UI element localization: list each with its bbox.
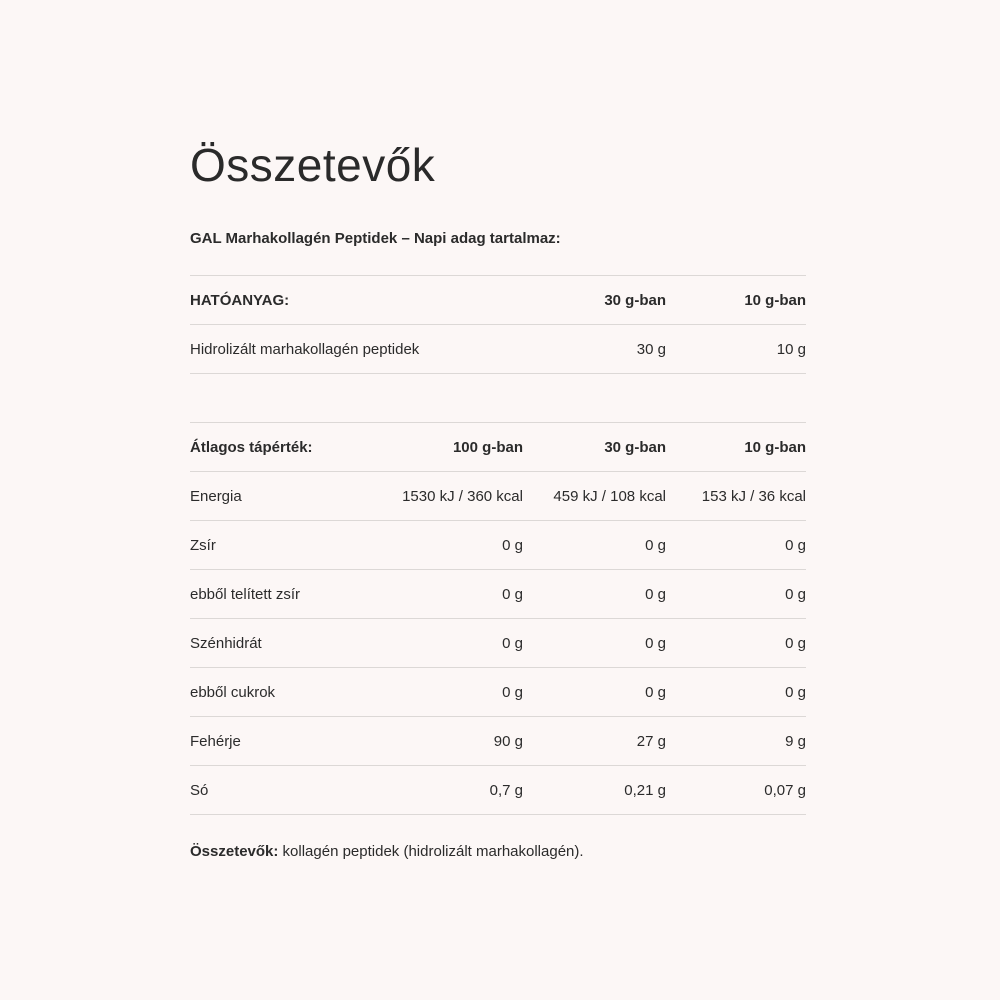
active-ingredient-table — [190, 275, 806, 374]
footnote-text: kollagén peptidek (hidrolizált marhakollagén). — [278, 843, 584, 860]
table-cell: 0 g — [523, 570, 666, 619]
table-cell: 27 g — [523, 717, 666, 766]
table-cell: 459 kJ / 108 kcal — [523, 472, 666, 521]
table-header-row — [190, 423, 806, 472]
table-cell: 0 g — [523, 619, 666, 668]
table-cell: 0,7 g — [380, 766, 523, 815]
row-label: Hidrolizált marhakollagén peptidek — [190, 325, 523, 374]
table-cell: 153 kJ / 36 kcal — [666, 472, 806, 521]
table-cell: 0 g — [380, 668, 523, 717]
table-cell: 30 g — [523, 325, 666, 374]
table-cell: 90 g — [380, 717, 523, 766]
column-header: Átlagos tápérték: — [190, 423, 380, 472]
table-cell: 0 g — [380, 521, 523, 570]
row-label: Zsír — [190, 521, 380, 570]
table-row — [190, 521, 806, 570]
footnote-label: Összetevők: — [190, 843, 279, 860]
row-label: ebből telített zsír — [190, 570, 380, 619]
table-cell: 0 g — [380, 619, 523, 668]
page-title: Összetevők — [190, 139, 436, 191]
table-header-row — [190, 276, 806, 325]
table-row — [190, 766, 806, 815]
table-cell: 0,07 g — [666, 766, 806, 815]
ingredients-footnote — [190, 842, 806, 862]
column-header: 30 g-ban — [523, 276, 666, 325]
table-row — [190, 570, 806, 619]
row-label: Szénhidrát — [190, 619, 380, 668]
row-label: Fehérje — [190, 717, 380, 766]
table-row — [190, 668, 806, 717]
column-header: 10 g-ban — [666, 423, 806, 472]
table-cell: 0 g — [666, 521, 806, 570]
table-cell: 0 g — [523, 668, 666, 717]
table-cell: 0 g — [666, 668, 806, 717]
column-header: 30 g-ban — [523, 423, 666, 472]
table-row — [190, 717, 806, 766]
table-cell: 0 g — [666, 619, 806, 668]
column-header: 100 g-ban — [380, 423, 523, 472]
nutrition-table — [190, 422, 806, 815]
table-row — [190, 325, 806, 374]
table-cell: 0,21 g — [523, 766, 666, 815]
column-header: HATÓANYAG: — [190, 276, 523, 325]
table-cell: 1530 kJ / 360 kcal — [380, 472, 523, 521]
table-row — [190, 619, 806, 668]
table-row — [190, 472, 806, 521]
row-label: ebből cukrok — [190, 668, 380, 717]
ingredients-section — [190, 137, 806, 862]
table-cell: 10 g — [666, 325, 806, 374]
row-label: Energia — [190, 472, 380, 521]
table-cell: 0 g — [380, 570, 523, 619]
column-header: 10 g-ban — [666, 276, 806, 325]
table-cell: 0 g — [666, 570, 806, 619]
table-cell: 9 g — [666, 717, 806, 766]
table-cell: 0 g — [523, 521, 666, 570]
product-subtitle: GAL Marhakollagén Peptidek – Napi adag tartalmaz: — [190, 230, 561, 247]
row-label: Só — [190, 766, 380, 815]
